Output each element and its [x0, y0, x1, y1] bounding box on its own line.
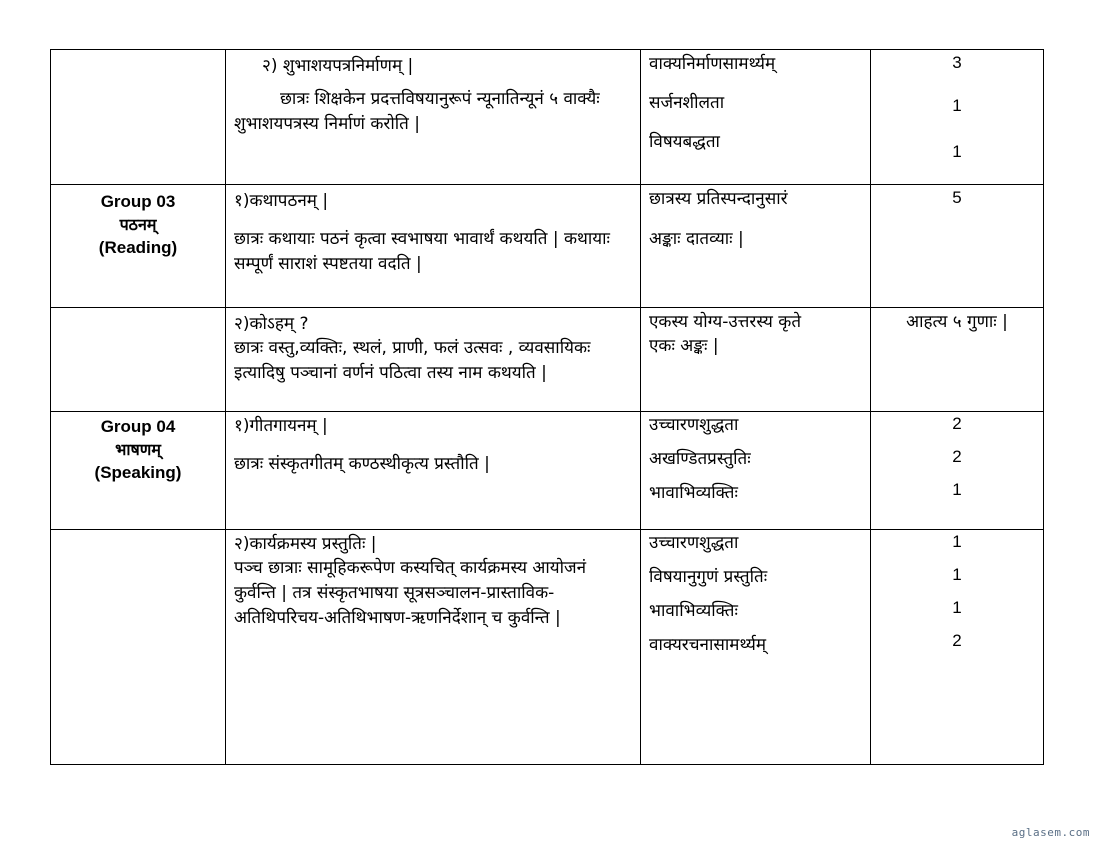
activity-description: पञ्च छात्राः सामूहिकरूपेण कस्यचित् कार्यक्रमस्य आयोजनं कुर्वन्ति | तत्र संस्कृतभाषया सूत्रसञ्चालन-प्रास्ताविक-अतिथिपरिचय-अतिथिभाषण-ऋणनिर्देशान् च कुर्वन्ति | [234, 558, 587, 628]
marks-cell [871, 50, 1044, 185]
activity-title: २)कोऽहम् ? [234, 314, 309, 334]
table-row [51, 412, 1044, 530]
mark-value: 2 [952, 631, 962, 650]
criteria-cell [641, 412, 871, 530]
activity-description: छात्रः वस्तु,व्यक्तिः, स्थलं, प्राणी, फलं उत्सवः , व्यवसायिकः इत्यादिषु पञ्चानां वर्णनं पठित्वा तस्य नाम कथयति | [234, 338, 591, 383]
mark-value: आहत्य ५ गुणाः | [906, 312, 1008, 332]
mark-value: 1 [952, 565, 962, 584]
criterion: भावाभिव्यक्तिः [649, 601, 738, 621]
site-watermark: aglasem.com [1011, 826, 1090, 839]
group-title: भाषणम् [115, 440, 161, 459]
group-cell [51, 308, 226, 412]
table-row [51, 185, 1044, 308]
marks-cell [871, 185, 1044, 308]
criterion: उच्चारणशुद्धता [649, 533, 739, 553]
group-subtitle: (Speaking) [94, 463, 182, 482]
group-title: पठनम् [119, 215, 157, 234]
activity-description: छात्रः कथायाः पठनं कृत्वा स्वभाषया भावार्थं कथयति | कथायाः सम्पूर्णं साराशं स्पष्टतया वदति | [234, 229, 610, 274]
criterion: एकस्य योग्य-उत्तरस्य कृते [649, 312, 802, 332]
marks-cell [871, 530, 1044, 765]
mark-value: 1 [952, 598, 962, 617]
table-row [51, 530, 1044, 765]
criterion: विषयानुगुणं प्रस्तुतिः [649, 567, 768, 587]
activity-cell [226, 308, 641, 412]
mark-value: 1 [952, 96, 962, 115]
criterion: उच्चारणशुद्धता [649, 415, 739, 435]
group-cell [51, 530, 226, 765]
activity-cell [226, 412, 641, 530]
activity-cell [226, 530, 641, 765]
activity-description: छात्रः संस्कृतगीतम् कण्ठस्थीकृत्य प्रस्तौति | [234, 454, 490, 474]
table-row [51, 308, 1044, 412]
criterion: वाक्यनिर्माणसामर्थ्यम् [649, 54, 776, 74]
marks-cell [871, 412, 1044, 530]
criterion: एकः अङ्कः | [649, 336, 719, 356]
activity-description: छात्रः शिक्षकेन प्रदत्तविषयानुरूपं न्यूनातिन्यूनं ५ वाक्यैः शुभाशयपत्रस्य निर्माणं करोति | [234, 89, 600, 134]
mark-value: 5 [952, 188, 962, 207]
group-subtitle: (Reading) [98, 238, 178, 257]
group-label: Group 04 [100, 417, 176, 436]
activity-title: २)कार्यक्रमस्य प्रस्तुतिः | [234, 534, 377, 554]
group-cell [51, 50, 226, 185]
criteria-cell [641, 50, 871, 185]
criteria-cell [641, 185, 871, 308]
criterion: छात्रस्य प्रतिस्पन्दानुसारं [649, 189, 788, 209]
criteria-cell [641, 308, 871, 412]
mark-value: 3 [952, 53, 962, 72]
criterion: अखण्डितप्रस्तुतिः [649, 449, 751, 469]
group-cell [51, 185, 226, 308]
activity-cell [226, 185, 641, 308]
activity-title: २) शुभाशयपत्रनिर्माणम् | [262, 56, 414, 76]
group-label: Group 03 [100, 192, 176, 211]
assessment-table [50, 49, 1044, 765]
mark-value: 1 [952, 142, 962, 161]
criterion: सर्जनशीलता [649, 93, 725, 113]
criterion: अङ्काः दातव्याः | [649, 229, 744, 249]
marks-cell [871, 308, 1044, 412]
table-row [51, 50, 1044, 185]
mark-value: 1 [952, 480, 962, 499]
activity-title: १)गीतगायनम् | [234, 416, 328, 436]
activity-title: १)कथापठनम् | [234, 191, 329, 211]
group-cell [51, 412, 226, 530]
activity-cell [226, 50, 641, 185]
mark-value: 1 [952, 532, 962, 551]
criterion: भावाभिव्यक्तिः [649, 483, 738, 503]
criterion: विषयबद्धता [649, 132, 720, 152]
mark-value: 2 [952, 414, 962, 433]
mark-value: 2 [952, 447, 962, 466]
criterion: वाक्यरचनासामर्थ्यम् [649, 635, 767, 655]
criteria-cell [641, 530, 871, 765]
